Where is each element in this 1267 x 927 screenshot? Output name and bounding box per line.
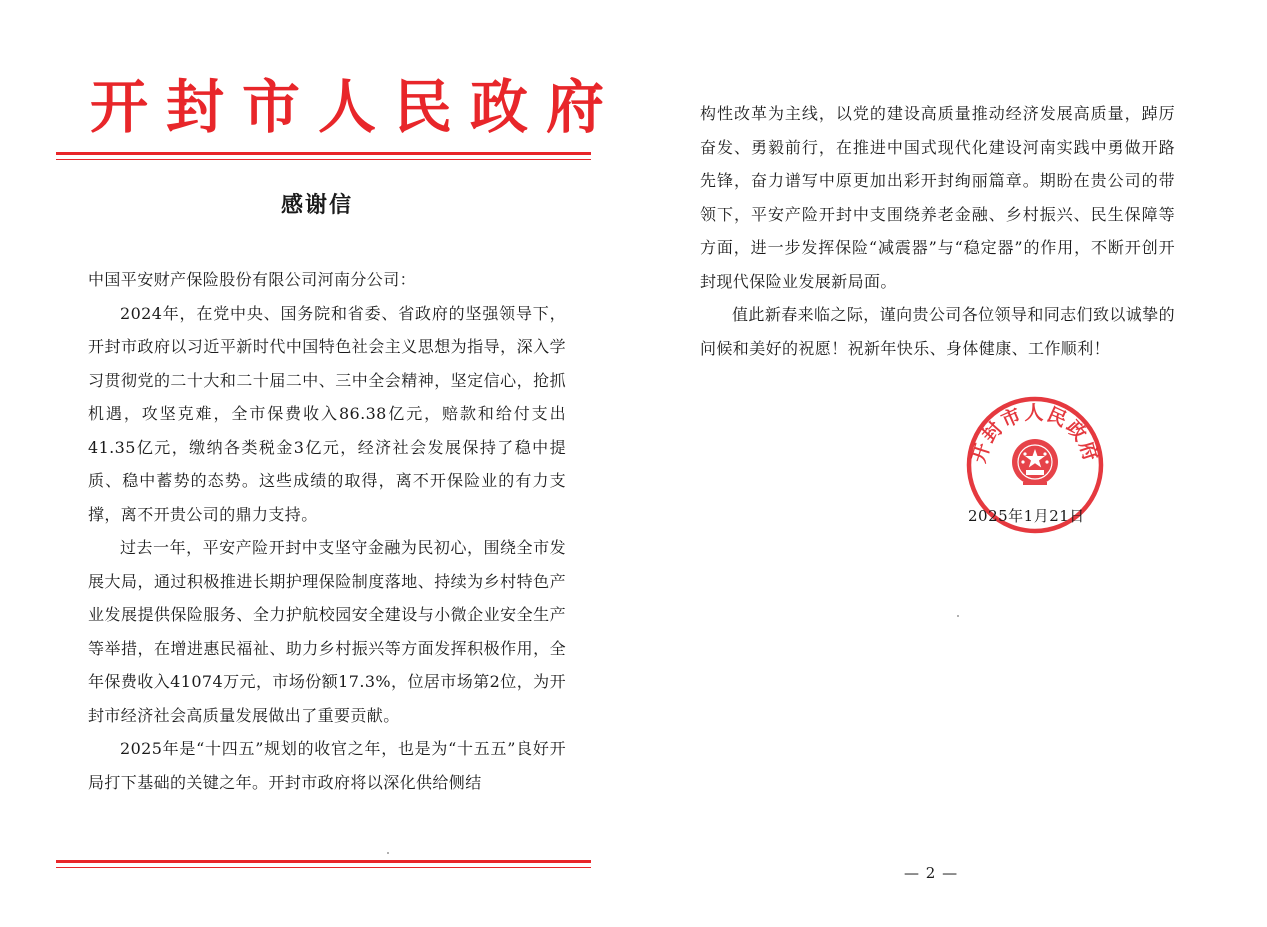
letter-title: 感谢信 [280, 192, 353, 218]
letter-salutation: 中国平安财产保险股份有限公司河南分公司： [88, 270, 417, 289]
letter-paragraph: 构性改革为主线，以党的建设高质量推动经济发展高质量，踔厉奋发、勇毅前行，在推进中国式现代化建设河南实践中勇做开路先锋，奋力谱写中原更加出彩开封绚丽篇章。期盼在贵公司的带领下，平安产险开封中支围绕养老金融、乡村振兴、民生保障等方面，进一步发挥保险“减震器”与“稳定器”的作用，不断开创开封现代保险业发展新局面。 [700, 104, 1175, 291]
letter-paragraph: 2025年是“十四五”规划的收官之年，也是为“十五五”良好开局打下基础的关键之年。开封市政府将以深化供给侧结 [88, 739, 566, 792]
letter-body-right [700, 97, 1175, 365]
right-page [634, 0, 1267, 927]
government-letterhead: 开封市人民政府 [90, 73, 623, 141]
letter-paragraph: 2024年，在党中央、国务院和省委、省政府的坚强领导下，开封市政府以习近平新时代中国特色社会主义思想为指导，深入学习贯彻党的二十大和二十届二中、三中全会精神，坚定信心，抢抓机遇，攻坚克难，全市保费收入86.38亿元，赔款和给付支出41.35亿元，缴纳各类税金3亿元，经济社会发展保持了稳中提质、稳中蓄势的态势。这些成绩的取得，离不开保险业的有力支撑，离不开贵公司的鼎力支持。 [88, 303, 566, 524]
scan-speck [387, 852, 389, 854]
scan-speck [957, 615, 959, 617]
red-rule-bottom [56, 860, 591, 868]
national-emblem-icon [1012, 439, 1058, 485]
letter-paragraph: 过去一年，平安产险开封中支坚守金融为民初心，围绕全市发展大局，通过积极推进长期护理保险制度落地、持续为乡村特色产业发展提供保险服务、全力护航校园安全建设与小微企业安全生产等举措，在增进惠民福祉、助力乡村振兴等方面发挥积极作用，全年保费收入41074万元，市场份额17.3%，位居市场第2位，为开封市经济社会高质量发展做出了重要贡献。 [88, 538, 566, 725]
page-number: — 2 — [904, 864, 959, 882]
letter-date: 2025年1月21日 [968, 507, 1085, 525]
red-rule-top [56, 152, 591, 160]
letter-body-left [88, 263, 566, 799]
seal-text: 开封市人民政府 [967, 401, 1103, 466]
letter-paragraph: 值此新春来临之际，谨向贵公司各位领导和同志们致以诚挚的问候和美好的祝愿！祝新年快乐、身体健康、工作顺利！ [700, 305, 1175, 358]
